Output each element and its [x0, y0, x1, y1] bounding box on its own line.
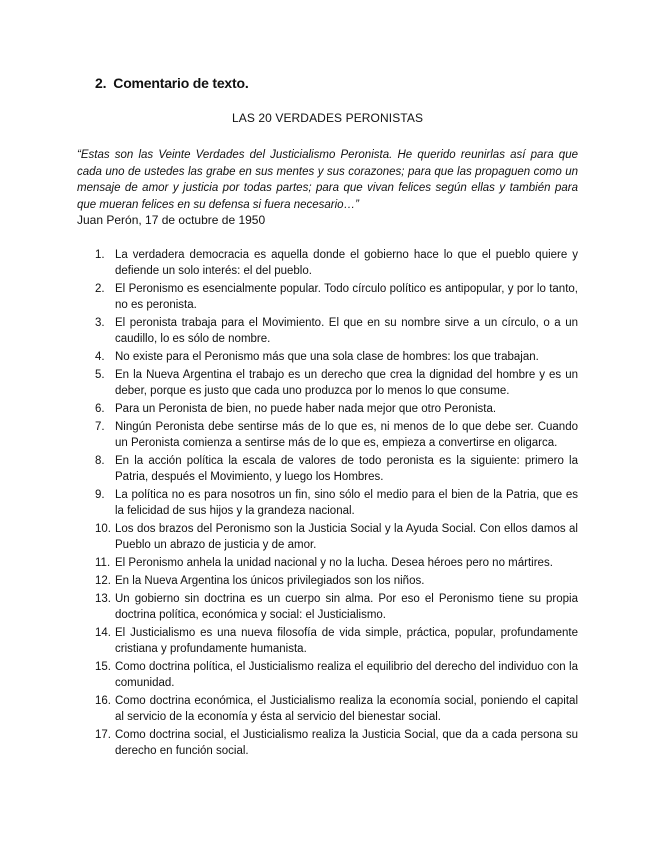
epigraph-quote: “Estas son las Veinte Verdades del Justicialismo Peronista. He querido reunirlas así para que cada uno de ustedes las grabe en sus mentes y sus corazones; para que las propaguen como un mensaje de amor y justicia por todas partes; para que vivan felices según ellas y también para que mueran felices en su defensa si fuera necesario…” [77, 149, 578, 211]
item-text: Para un Peronista de bien, no puede haber nada mejor que otro Peronista. [115, 403, 497, 415]
list-item [95, 555, 578, 571]
list-item [95, 487, 578, 519]
list-item [95, 693, 578, 725]
item-text: Como doctrina económica, el Justicialismo realiza la economía social, poniendo el capital al servicio de la economía y ésta al servicio del bienestar social. [115, 695, 578, 723]
item-text: En la Nueva Argentina el trabajo es un derecho que crea la dignidad del hombre y es un deber, porque es justo que cada uno produzca por lo menos lo que consume. [115, 369, 578, 397]
section-title: Comentario de texto. [113, 75, 249, 91]
list-item [95, 573, 578, 589]
item-text: El Peronismo es esencialmente popular. Todo círculo político es antipopular, y por lo tanto, no es peronista. [115, 283, 578, 311]
list-item [95, 419, 578, 451]
item-text: El Peronismo anhela la unidad nacional y no la lucha. Desea héroes pero no mártires. [115, 557, 553, 569]
item-text: En la acción política la escala de valores de todo peronista es la siguiente: primero la Patria, después el Movimiento, y luego los Hombres. [115, 455, 578, 483]
item-text: Los dos brazos del Peronismo son la Justicia Social y la Ayuda Social. Con ellos damos al Pueblo un abrazo de justicia y de amor. [115, 523, 578, 551]
quote-attribution: Juan Perón, 17 de octubre de 1950 [77, 213, 266, 227]
item-number: 8. [95, 455, 105, 467]
item-number: 12. [95, 575, 111, 587]
document-title: LAS 20 VERDADES PERONISTAS [231, 111, 424, 125]
item-number: 14. [95, 627, 111, 639]
item-number: 4. [95, 351, 105, 363]
list-item [95, 727, 578, 759]
list-item [95, 625, 578, 657]
truths-list [95, 247, 578, 761]
item-number: 9. [95, 489, 105, 501]
item-text: Como doctrina política, el Justicialismo realiza el equilibrio del derecho del individuo con la comunidad. [115, 661, 578, 689]
item-text: En la Nueva Argentina los únicos privilegiados son los niños. [115, 575, 425, 587]
item-number: 2. [95, 283, 105, 295]
item-text: No existe para el Peronismo más que una sola clase de hombres: los que trabajan. [115, 351, 539, 363]
item-number: 11. [95, 557, 111, 569]
item-number: 15. [95, 661, 111, 673]
list-item [95, 349, 578, 365]
item-number: 16. [95, 695, 111, 707]
item-text: El Justicialismo es una nueva filosofía de vida simple, práctica, popular, profundamente cristiana y profundamente humanista. [115, 627, 578, 655]
item-number: 10. [95, 523, 111, 535]
item-text: El peronista trabaja para el Movimiento. El que en su nombre sirve a un círculo, o a un caudillo, lo es sólo de nombre. [115, 317, 578, 345]
item-number: 13. [95, 593, 111, 605]
item-number: 3. [95, 317, 105, 329]
list-item [95, 315, 578, 347]
item-number: 6. [95, 403, 105, 415]
list-item [95, 659, 578, 691]
item-text: Un gobierno sin doctrina es un cuerpo sin alma. Por eso el Peronismo tiene su propia doctrina política, económica y social: el Justicialismo. [115, 593, 578, 621]
item-text: La verdadera democracia es aquella donde el gobierno hace lo que el pueblo quiere y defiende un solo interés: el del pueblo. [115, 249, 578, 277]
list-item [95, 281, 578, 313]
list-item [95, 521, 578, 553]
list-item [95, 591, 578, 623]
list-item [95, 247, 578, 279]
item-text: Como doctrina social, el Justicialismo realiza la Justicia Social, que da a cada persona su derecho en función social. [115, 729, 578, 757]
item-text: Ningún Peronista debe sentirse más de lo que es, ni menos de lo que debe ser. Cuando un Peronista comienza a sentirse más de lo que es, empieza a convertirse en oligarca. [115, 421, 578, 449]
item-number: 1. [95, 249, 105, 261]
item-text: La política no es para nosotros un fin, sino sólo el medio para el bien de la Patria, que es la felicidad de sus hijos y la grandeza nacional. [115, 489, 578, 517]
item-number: 7. [95, 421, 105, 433]
item-number: 5. [95, 369, 105, 381]
section-number: 2. [95, 75, 107, 91]
list-item [95, 453, 578, 485]
list-item [95, 367, 578, 399]
list-item [95, 401, 578, 417]
item-number: 17. [95, 729, 111, 741]
section-heading [95, 75, 249, 91]
